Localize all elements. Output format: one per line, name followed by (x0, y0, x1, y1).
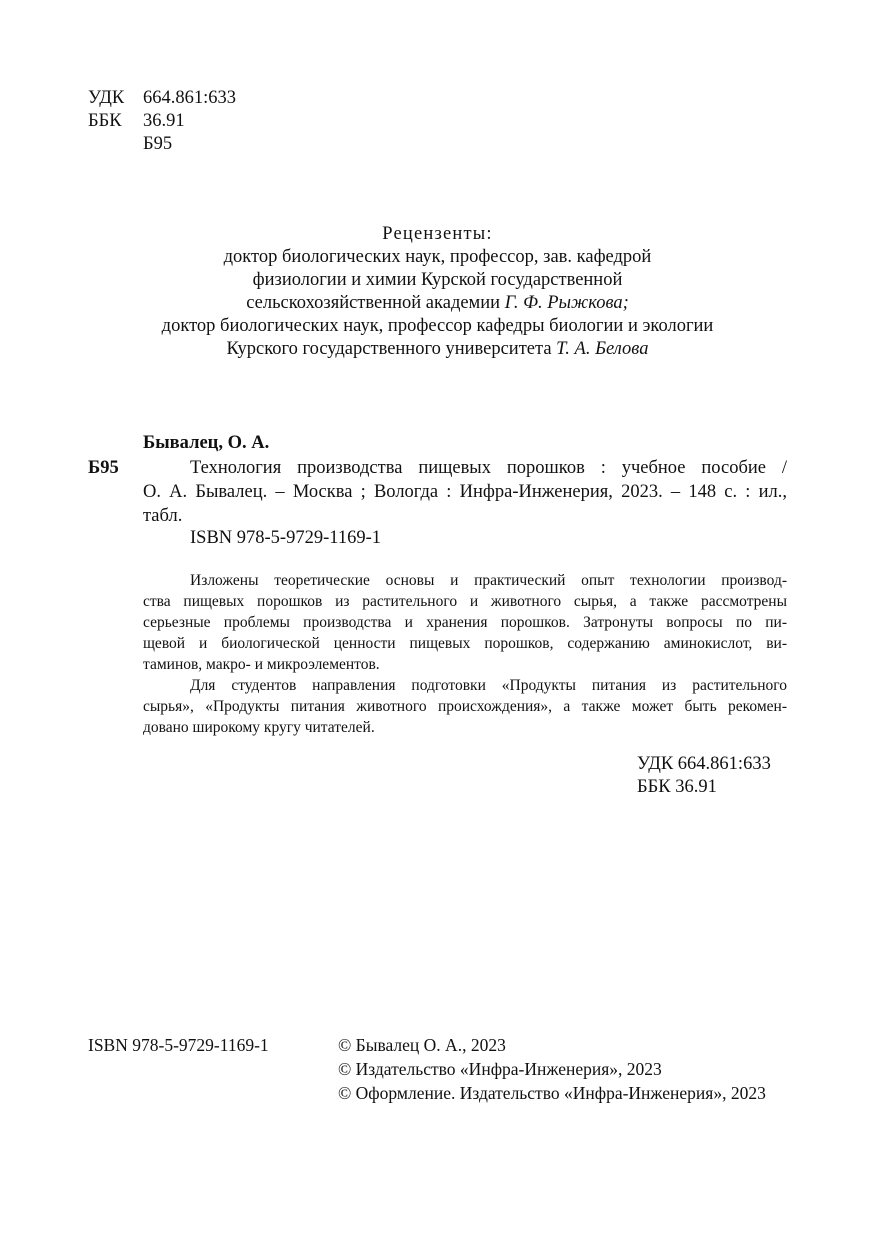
catalog-line3: табл. (143, 506, 183, 526)
author-mark: Б95 (143, 134, 173, 154)
bbk-label: ББК (88, 111, 122, 131)
reviewer1-affiliation: сельскохозяйственной академии (246, 293, 505, 313)
footer-copyright-author: © Бывалец О. А., 2023 (338, 1035, 506, 1055)
annotation-line: таминов, макро- и микроэлементов. (143, 656, 380, 673)
footer-isbn: ISBN 978-5-9729-1169-1 (88, 1035, 269, 1055)
reviewer2-name: Т. А. Белова (556, 339, 649, 359)
index-udk: УДК 664.861:633 (637, 754, 771, 774)
annotation-line: Изложены теоретические основы и практический опыт технологии производ- (190, 572, 787, 589)
annotation-line: довано широкому кругу читателей. (143, 719, 375, 736)
reviewers-title: Рецензенты: (382, 224, 493, 244)
reviewer2-line2 (0, 338, 875, 361)
annotation-line: Для студентов направления подготовки «Продукты питания из растительного (190, 677, 787, 694)
catalog-line1: Технология производства пищевых порошков : учебное пособие / (190, 458, 787, 478)
annotation-line: щевой и биологической ценности пищевых порошков, содержанию аминокислот, ви- (143, 635, 787, 652)
catalog-isbn: ISBN 978-5-9729-1169-1 (190, 528, 381, 548)
catalog-author: Бывалец, О. А. (143, 433, 270, 453)
reviewer2-affiliation: Курского государственного университета (226, 339, 557, 359)
reviewer1-line3 (0, 292, 875, 315)
annotation-line: ства пищевых порошков из растительного и животного сырья, а также рассмотрены (143, 593, 787, 610)
catalog-mark: Б95 (88, 458, 119, 478)
index-bbk: ББК 36.91 (637, 777, 717, 797)
annotation-line: серьезные проблемы производства и хранения порошков. Затронуты вопросы по пи- (143, 614, 787, 631)
udk-value: 664.861:633 (143, 88, 237, 108)
footer-copyright-publisher: © Издательство «Инфра-Инженерия», 2023 (338, 1059, 662, 1079)
footer-copyright-design: © Оформление. Издательство «Инфра-Инженерия», 2023 (338, 1083, 766, 1103)
reviewer1-line2: физиологии и химии Курской государственной (252, 270, 623, 290)
reviewer1-line1: доктор биологических наук, профессор, зав. кафедрой (223, 247, 652, 267)
reviewer1-name: Г. Ф. Рыжкова; (504, 293, 629, 313)
annotation-line: сырья», «Продукты питания животного происхождения», а также может быть рекомен- (143, 698, 787, 715)
catalog-line2: О. А. Бывалец. – Москва ; Вологда : Инфра-Инженерия, 2023. – 148 с. : ил., (143, 482, 787, 502)
udk-label: УДК (88, 88, 125, 108)
bbk-value: 36.91 (143, 111, 185, 131)
reviewer2-line1: доктор биологических наук, профессор кафедры биологии и экологии (161, 316, 714, 336)
